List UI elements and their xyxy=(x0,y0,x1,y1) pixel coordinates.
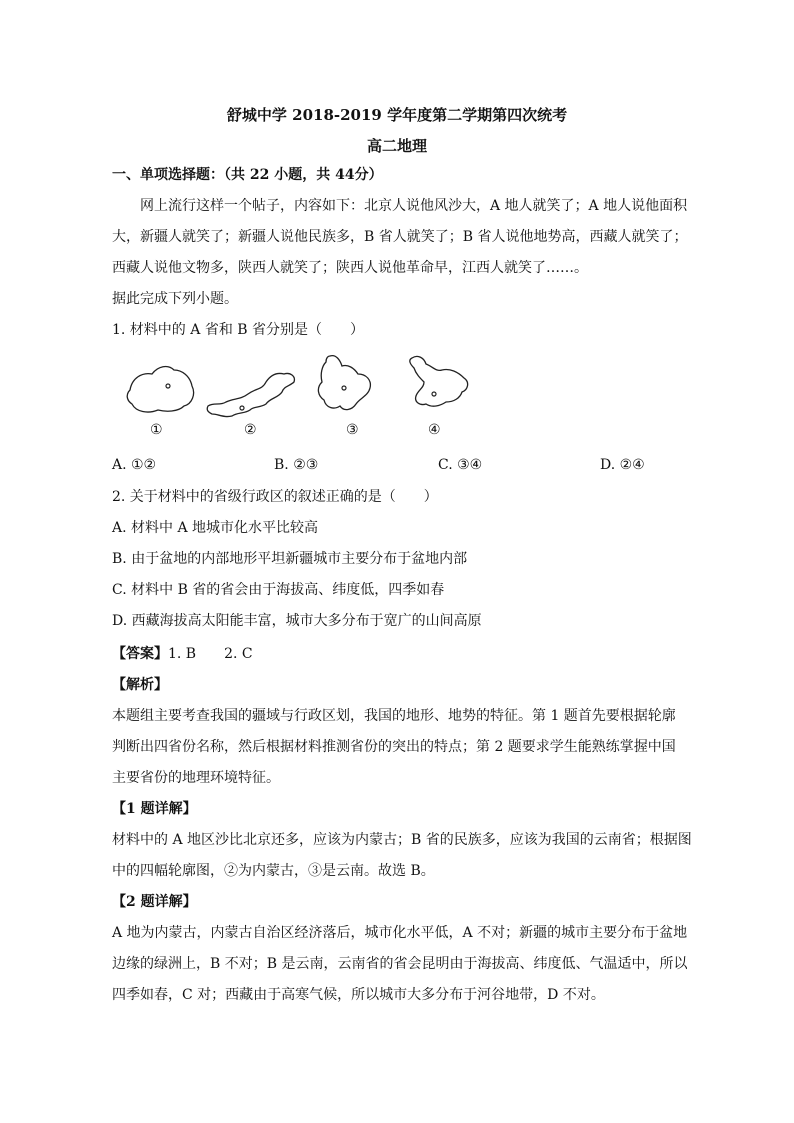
question-1-options xyxy=(0,457,794,479)
question-1-stem: 1. 材料中的 A 省和 B 省分别是（ ） xyxy=(112,322,365,338)
q2-option-a: A. 材料中 A 地城市化水平比较高 xyxy=(112,520,319,536)
passage-line-2: 大，新疆人就笑了；新疆人说他民族多，B 省人就笑了；B 省人说他地势高，西藏人就笑了； xyxy=(112,229,688,245)
map-label-3: ③ xyxy=(346,422,359,438)
province-outline-maps xyxy=(112,350,512,450)
analysis-line-1: 本题组主要考查我国的疆域与行政区划，我国的地形、地势的特征。第 1 题首先要根据轮廓 xyxy=(112,708,676,724)
detail-2-line-1: A 地为内蒙古，内蒙古自治区经济落后，城市化水平低，A 不对；新疆的城市主要分布于盆地 xyxy=(112,925,688,941)
answer-text: 1. B 2. C xyxy=(168,646,253,662)
q2-option-b: B. 由于盆地的内部地形平坦新疆城市主要分布于盆地内部 xyxy=(112,551,468,567)
detail-2-line-3: 四季如春，C 对；西藏由于高寒气候，所以城市大多分布于河谷地带，D 不对。 xyxy=(112,987,605,1003)
detail-2-label: 【2 题详解】 xyxy=(112,894,197,910)
passage-line-1: 网上流行这样一个帖子，内容如下：北京人说他风沙大，A 地人就笑了；A 地人说他面积 xyxy=(140,198,688,214)
analysis-line-2: 判断出四省份名称，然后根据材料推测省份的突出的特点；第 2 题要求学生能熟练掌握中国 xyxy=(112,739,676,755)
detail-1-line-2: 中的四幅轮廓图，②为内蒙古，③是云南。故选 B。 xyxy=(112,863,435,879)
map-label-4: ④ xyxy=(428,422,441,438)
passage-line-3: 西藏人说他文物多，陕西人就笑了；陕西人说他革命早，江西人就笑了……。 xyxy=(112,260,588,276)
exam-title: 舒城中学 2018-2019 学年度第二学期第四次统考 xyxy=(226,106,568,124)
q2-option-d: D. 西藏海拔高太阳能丰富，城市大多分布于宽广的山间高原 xyxy=(112,613,482,629)
q1-option-a: A. ①② xyxy=(112,457,157,473)
passage-instruction: 据此完成下列小题。 xyxy=(112,291,238,307)
q1-option-c: C. ③④ xyxy=(438,457,483,473)
question-2-stem: 2. 关于材料中的省级行政区的叙述正确的是（ ） xyxy=(112,489,438,505)
map-outline-inner-mongolia xyxy=(204,370,304,422)
q1-option-b: B. ②③ xyxy=(274,457,319,473)
detail-2-line-2: 边缘的绿洲上，B 不对；B 是云南，云南省的省会昆明由于海拔高、纬度低、气温适中，所以 xyxy=(112,956,688,972)
q2-option-c: C. 材料中 B 省的省会由于海拔高、纬度低，四季如春 xyxy=(112,582,445,598)
exam-subtitle: 高二地理 xyxy=(366,137,427,155)
map-label-1: ① xyxy=(150,422,163,438)
detail-1-line-1: 材料中的 A 地区沙比北京还多，应该为内蒙古；B 省的民族多，应该为我国的云南省；根据图 xyxy=(112,832,692,848)
map-outline-heilongjiang xyxy=(404,352,474,416)
map-label-2: ② xyxy=(244,422,257,438)
answer-row xyxy=(112,644,253,664)
analysis-label: 【解析】 xyxy=(112,677,168,693)
q1-option-d: D. ②④ xyxy=(600,457,645,473)
analysis-line-3: 主要省份的地理环境特征。 xyxy=(112,770,280,786)
map-outline-yunnan xyxy=(312,352,382,416)
answer-label: 【答案】 xyxy=(112,646,168,662)
detail-1-label: 【1 题详解】 xyxy=(112,801,197,817)
section-heading: 一、单项选择题：（共 22 小题，共 44分） xyxy=(112,167,383,183)
map-outline-xinjiang xyxy=(120,360,200,420)
